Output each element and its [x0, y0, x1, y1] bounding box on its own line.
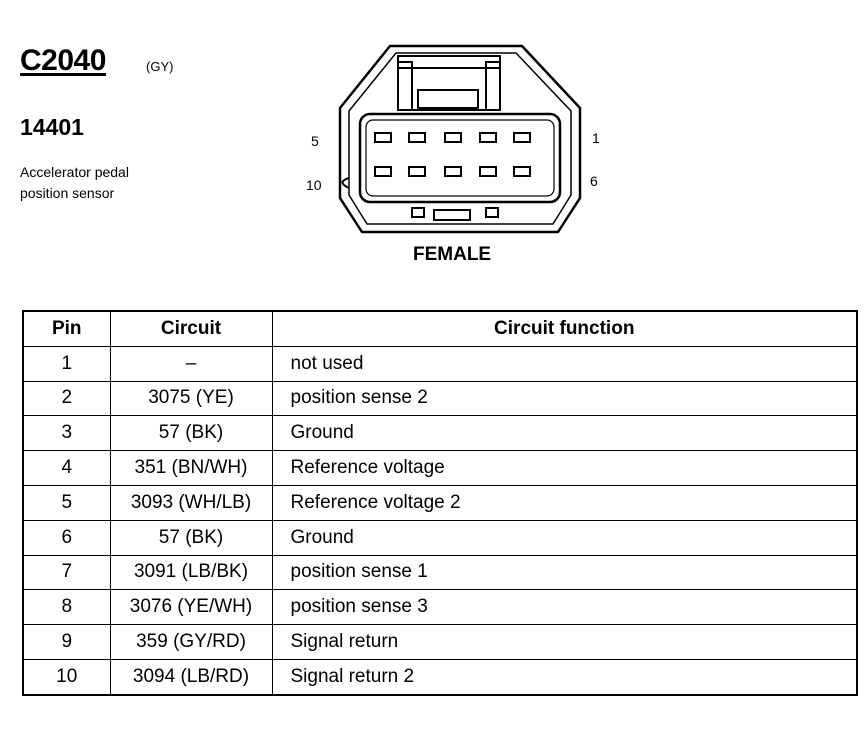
keying-slot-left — [412, 208, 424, 217]
view-label: FEMALE — [413, 244, 492, 265]
circuit-cell: 3076 (YE/WH) — [110, 590, 272, 625]
pin-label-6: 6 — [590, 173, 598, 189]
terminal-4 — [409, 133, 425, 142]
table-row — [23, 625, 857, 660]
pin-label-10: 10 — [306, 177, 322, 193]
pin-cell: 1 — [23, 346, 110, 381]
table-row — [23, 346, 857, 381]
terminal-2 — [480, 133, 496, 142]
circuit-cell: 57 (BK) — [110, 520, 272, 555]
latch-left-arm — [398, 62, 412, 110]
connector-description: Accelerator pedal position sensor — [20, 164, 129, 201]
circuit-cell: 3075 (YE) — [110, 381, 272, 416]
pin-cell: 7 — [23, 555, 110, 590]
circuit-cell: 3093 (WH/LB) — [110, 485, 272, 520]
function-cell: Signal return 2 — [272, 659, 857, 694]
pin-cell: 2 — [23, 381, 110, 416]
table-row — [23, 520, 857, 555]
circuit-cell: 3094 (LB/RD) — [110, 659, 272, 694]
circuit-cell: 57 (BK) — [110, 416, 272, 451]
keying-slot-center — [434, 210, 470, 220]
latch-right-arm — [486, 62, 500, 110]
function-cell: not used — [272, 346, 857, 381]
connector-diagram — [300, 40, 620, 240]
terminal-row-top — [375, 133, 530, 142]
table-body — [23, 346, 857, 694]
table-row — [23, 416, 857, 451]
latch-tab — [418, 90, 478, 108]
locking-latch — [398, 56, 500, 110]
table-row — [23, 451, 857, 486]
pin-cell: 4 — [23, 451, 110, 486]
pin-cell: 10 — [23, 659, 110, 694]
circuit-cell: 3091 (LB/BK) — [110, 555, 272, 590]
left-notch — [343, 178, 350, 188]
terminal-6 — [514, 167, 530, 176]
function-cell: position sense 3 — [272, 590, 857, 625]
table-row — [23, 590, 857, 625]
function-cell: Reference voltage — [272, 451, 857, 486]
table-row — [23, 381, 857, 416]
pin-cell: 5 — [23, 485, 110, 520]
pin-cell: 3 — [23, 416, 110, 451]
circuit-cell: 359 (GY/RD) — [110, 625, 272, 660]
pin-cell: 9 — [23, 625, 110, 660]
terminal-cavity-inner — [366, 120, 554, 196]
function-cell: Signal return — [272, 625, 857, 660]
circuit-cell: – — [110, 346, 272, 381]
terminal-cavity — [360, 114, 560, 202]
table-row — [23, 485, 857, 520]
connector-code: C2040 — [20, 44, 106, 77]
pin-cell: 8 — [23, 590, 110, 625]
header-circuit: Circuit — [110, 311, 272, 346]
terminal-9 — [409, 167, 425, 176]
keying-slot-right — [486, 208, 498, 217]
terminal-3 — [445, 133, 461, 142]
function-cell: position sense 2 — [272, 381, 857, 416]
function-cell: Ground — [272, 416, 857, 451]
pin-cell: 6 — [23, 520, 110, 555]
terminal-10 — [375, 167, 391, 176]
part-number: 14401 — [20, 114, 84, 140]
terminal-row-bottom — [375, 167, 530, 176]
pinout-table — [22, 310, 858, 696]
pin-label-5: 5 — [311, 133, 319, 149]
terminal-7 — [480, 167, 496, 176]
terminal-1 — [514, 133, 530, 142]
table-row — [23, 555, 857, 590]
circuit-cell: 351 (BN/WH) — [110, 451, 272, 486]
connector-color: (GY) — [146, 59, 174, 74]
function-cell: Ground — [272, 520, 857, 555]
header-circuit-function: Circuit function — [272, 311, 857, 346]
terminal-8 — [445, 167, 461, 176]
function-cell: Reference voltage 2 — [272, 485, 857, 520]
pin-label-1: 1 — [592, 130, 600, 146]
table-header-row — [23, 311, 857, 346]
table-row — [23, 659, 857, 694]
header-pin: Pin — [23, 311, 110, 346]
terminal-5 — [375, 133, 391, 142]
function-cell: position sense 1 — [272, 555, 857, 590]
